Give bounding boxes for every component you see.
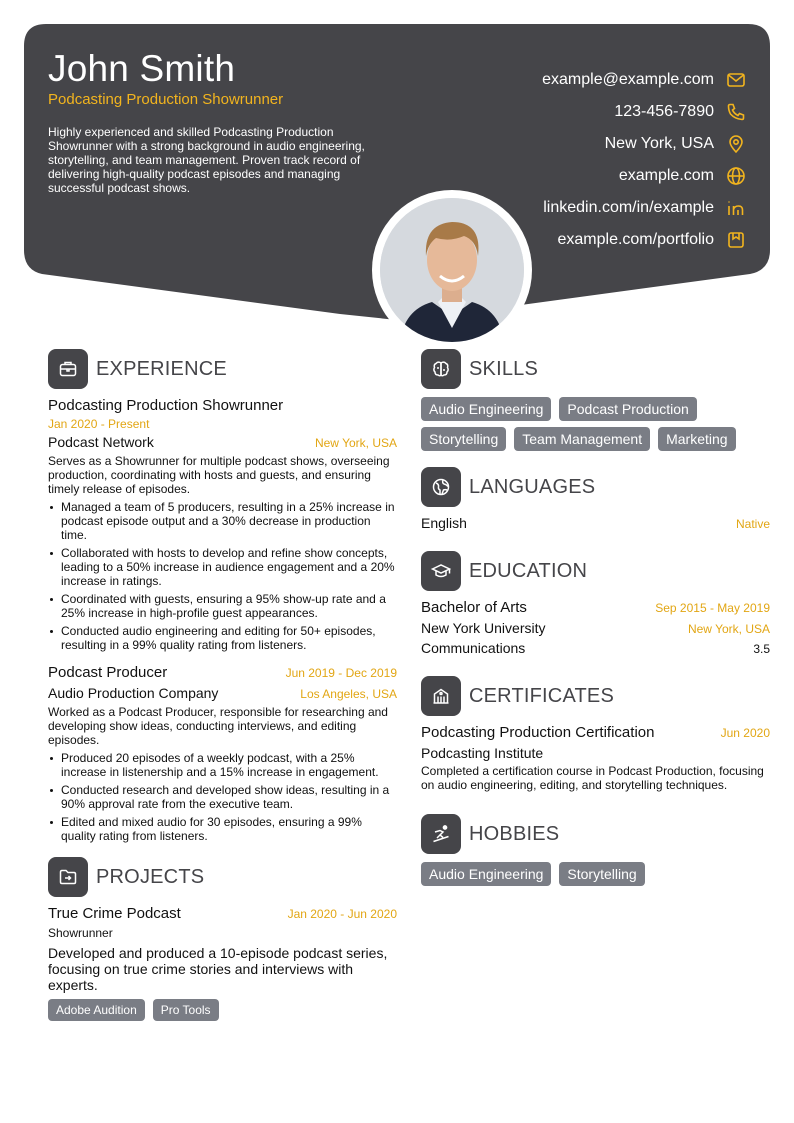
education-field: Communications <box>421 640 526 656</box>
education-section <box>421 551 770 656</box>
education-location: New York, USA <box>687 622 770 636</box>
job-title-row <box>48 664 397 681</box>
job-bullet: Produced 20 episodes of a weekly podcast, with a 25% increase in listenership and a 15% increase in engagement. <box>48 751 397 779</box>
contact-location-text: New York, USA <box>604 135 714 152</box>
language-name: English <box>421 515 467 531</box>
contact-portfolio-text[interactable]: example.com/portfolio <box>557 231 714 248</box>
project-dates: Jan 2020 - Jun 2020 <box>287 907 397 921</box>
globe-icon <box>726 166 746 186</box>
certificates-header <box>421 676 770 716</box>
project-tag: Pro Tools <box>153 999 219 1021</box>
project-title-row <box>48 905 397 922</box>
brain-icon <box>421 349 461 389</box>
portfolio-icon <box>726 230 746 250</box>
graduation-cap-icon <box>421 551 461 591</box>
certificate-title-row <box>421 724 770 741</box>
skills-title: SKILLS <box>469 357 539 380</box>
avatar <box>380 198 524 342</box>
job-entry <box>48 397 397 652</box>
job-bullet: Collaborated with hosts to develop and refine show concepts, leading to a 50% increase in audience engagement and a 20% increase in ratings. <box>48 546 397 588</box>
skill-tag: Marketing <box>658 427 735 451</box>
email-icon <box>726 70 746 90</box>
job-bullet: Conducted audio engineering and editing for 50+ episodes, resulting in a 99% quality rating from listeners. <box>48 624 397 652</box>
job-company: Audio Production Company <box>48 685 219 701</box>
job-role: Podcasting Production Showrunner <box>48 397 284 414</box>
skill-tag: Team Management <box>514 427 650 451</box>
institution-icon <box>421 676 461 716</box>
certificate-description: Completed a certification course in Podcast Production, focusing on audio engineering, editing, and storytelling techniques. <box>421 764 764 792</box>
job-bullet: Managed a team of 5 producers, resulting in a 25% increase in podcast episode output and a 30% decrease in production time. <box>48 500 397 542</box>
skier-icon <box>421 814 461 854</box>
certificate-date: Jun 2020 <box>720 726 770 740</box>
profile-photo <box>372 190 532 350</box>
contact-linkedin-text[interactable]: linkedin.com/in/example <box>543 199 714 216</box>
contact-phone[interactable] <box>542 96 746 128</box>
language-icon <box>421 467 461 507</box>
experience-header <box>48 349 397 389</box>
contact-website-text[interactable]: example.com <box>618 167 714 184</box>
education-degree-row <box>421 599 770 616</box>
job-bullet: Conducted research and developed show ideas, resulting in a 90% approval rate from the executive team. <box>48 783 397 811</box>
languages-header <box>421 467 770 507</box>
job-location: New York, USA <box>314 436 397 450</box>
job-bullet: Coordinated with guests, ensuring a 95% show-up rate and a 25% increase in high-profile guest appearances. <box>48 592 397 620</box>
job-bullets <box>48 751 397 843</box>
candidate-role: Podcasting Production Showrunner <box>48 91 284 108</box>
projects-header <box>48 857 397 897</box>
skills-section <box>421 349 770 451</box>
job-bullets <box>48 500 397 652</box>
certificate-entry <box>421 724 770 792</box>
skills-tags <box>421 397 770 451</box>
certificate-name: Podcasting Production Certification <box>421 724 655 741</box>
skill-tag: Podcast Production <box>559 397 696 421</box>
job-summary: Worked as a Podcast Producer, responsible for researching and developing show ideas, conducting interviews, and editing episodes. <box>48 705 388 747</box>
linkedin-icon <box>726 198 746 218</box>
left-column <box>48 349 397 1021</box>
education-entry <box>421 599 770 656</box>
education-degree: Bachelor of Arts <box>421 599 527 616</box>
language-row <box>421 515 770 531</box>
contact-website[interactable] <box>542 160 746 192</box>
education-gpa: 3.5 <box>753 642 770 656</box>
contact-list <box>542 64 746 256</box>
project-tag: Adobe Audition <box>48 999 145 1021</box>
phone-icon <box>726 102 746 122</box>
project-tags <box>48 999 397 1021</box>
job-role: Podcast Producer <box>48 664 168 681</box>
hobby-tag: Storytelling <box>559 862 644 886</box>
experience-section <box>48 349 397 843</box>
folder-icon <box>48 857 88 897</box>
education-school-row <box>421 620 770 636</box>
skills-header <box>421 349 770 389</box>
experience-title: EXPERIENCE <box>96 357 227 380</box>
contact-email[interactable] <box>542 64 746 96</box>
hobby-tag: Audio Engineering <box>421 862 551 886</box>
certificates-title: CERTIFICATES <box>469 684 615 707</box>
project-name: True Crime Podcast <box>48 905 181 922</box>
hobbies-title: HOBBIES <box>469 822 560 845</box>
language-level: Native <box>735 517 770 531</box>
skill-tag: Storytelling <box>421 427 506 451</box>
contact-linkedin[interactable] <box>542 192 746 224</box>
projects-section <box>48 857 397 1021</box>
education-header <box>421 551 770 591</box>
candidate-name: John Smith <box>48 48 236 89</box>
projects-title: PROJECTS <box>96 865 205 888</box>
job-company: Podcast Network <box>48 434 154 450</box>
contact-email-text[interactable]: example@example.com <box>542 71 714 88</box>
contact-location <box>542 128 746 160</box>
certificate-issuer: Podcasting Institute <box>421 745 544 761</box>
job-entry <box>48 664 397 843</box>
location-pin-icon <box>726 134 746 154</box>
job-dates: Jan 2020 - Present <box>48 417 150 431</box>
education-school: New York University <box>421 620 546 636</box>
job-dates: Jun 2019 - Dec 2019 <box>285 666 397 680</box>
job-company-row <box>48 685 397 701</box>
job-company-row <box>48 434 397 450</box>
job-bullet: Edited and mixed audio for 30 episodes, ensuring a 99% quality rating from listeners. <box>48 815 397 843</box>
project-role: Showrunner <box>48 926 113 940</box>
right-column <box>421 349 770 886</box>
education-dates: Sep 2015 - May 2019 <box>655 601 770 615</box>
resume-header <box>24 24 770 344</box>
job-summary: Serves as a Showrunner for multiple podcast shows, overseeing production, coordinating with hosts and guests, and ensuring timely release of episodes. <box>48 454 390 496</box>
contact-portfolio[interactable] <box>542 224 746 256</box>
candidate-summary: Highly experienced and skilled Podcasting Production Showrunner with a strong background in audio engineering, storytelling, and team management. Proven track record of delivering high-quality podcast episodes and managing successful podcast shows. <box>48 125 365 195</box>
briefcase-icon <box>48 349 88 389</box>
languages-section <box>421 467 770 531</box>
certificates-section <box>421 676 770 792</box>
project-entry <box>48 905 397 1021</box>
education-title: EDUCATION <box>469 559 588 582</box>
hobbies-header <box>421 814 770 854</box>
project-description: Developed and produced a 10-episode podcast series, focusing on true crime stories and interviews with experts. <box>48 945 388 993</box>
hobbies-tags <box>421 862 770 886</box>
languages-title: LANGUAGES <box>469 475 596 498</box>
skill-tag: Audio Engineering <box>421 397 551 421</box>
education-field-row <box>421 640 770 656</box>
contact-phone-text[interactable]: 123-456-7890 <box>614 103 714 120</box>
job-location: Los Angeles, USA <box>300 687 397 701</box>
hobbies-section <box>421 814 770 886</box>
